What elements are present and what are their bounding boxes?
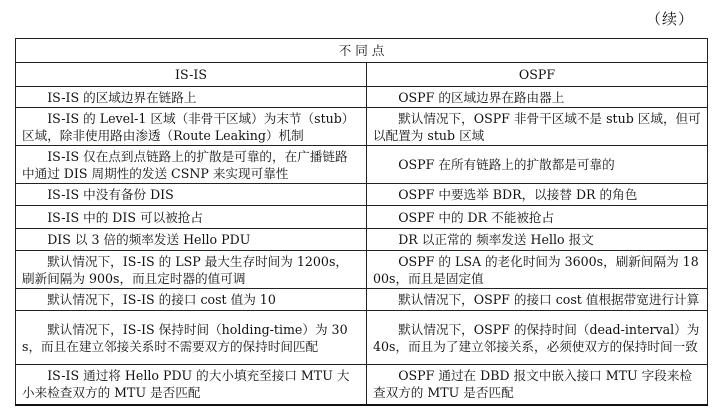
isis-cell: IS-IS 通过将 Hello PDU 的大小填充至接口 MTU 大小来检查双方的 MTU 是否匹配: [16, 365, 367, 405]
ospf-cell: OSPF 中要选举 BDR，以接替 DR 的角色: [367, 184, 708, 206]
group-header-row: [16, 39, 708, 63]
isis-cell: IS-IS 的 Level-1 区域（非骨干区域）为末节（stub）区域，除非使用路由渗透（Route Leaking）机制: [16, 108, 367, 146]
ospf-cell: DR 以正常的 频率发送 Hello 报文: [367, 229, 708, 251]
isis-cell: IS-IS 的区域边界在链路上: [16, 87, 367, 108]
isis-cell: IS-IS 仅在点到点链路上的扩散是可靠的，在广播链路中通过 DIS 周期性的发送 CSNP 来实现可靠性: [16, 146, 367, 184]
group-header: 不 同 点: [16, 39, 708, 63]
isis-cell: IS-IS 中没有备份 DIS: [16, 184, 367, 206]
isis-cell: 默认情况下，IS-IS 的 LSP 最大生存时间为 1200s，刷新间隔为 900s，而且定时器的值可调: [16, 251, 367, 289]
column-header-row: [16, 63, 708, 87]
table-row: [16, 87, 708, 108]
isis-cell: 默认情况下，IS-IS 保持时间（holding-time）为 30s，而且在建立邻接关系时不需要双方的保持时间匹配: [16, 311, 367, 365]
continued-label: （续）: [645, 10, 694, 28]
ospf-cell: OSPF 中的 DR 不能被抢占: [367, 206, 708, 229]
ospf-cell: OSPF 通过在 DBD 报文中嵌入接口 MTU 字段来检查双方的 MTU 是否匹配: [367, 365, 708, 405]
table-row: [16, 251, 708, 289]
table-row: [16, 365, 708, 405]
table-row: [16, 184, 708, 206]
ospf-cell: OSPF 在所有链路上的扩散都是可靠的: [367, 146, 708, 184]
table-row: [16, 229, 708, 251]
isis-cell: DIS 以 3 倍的频率发送 Hello PDU: [16, 229, 367, 251]
table-row: [16, 311, 708, 365]
ospf-cell: OSPF 的 LSA 的老化时间为 3600s，刷新间隔为 1800s，而且是固定值: [367, 251, 708, 289]
comparison-table: [15, 38, 708, 406]
ospf-cell: 默认情况下，OSPF 的保持时间（dead-interval）为 40s，而且为了建立邻接关系，必须使双方的保持时间一致: [367, 311, 708, 365]
table-row: [16, 289, 708, 311]
ospf-cell: 默认情况下，OSPF 非骨干区域不是 stub 区域，但可以配置为 stub 区域: [367, 108, 708, 146]
isis-cell: IS-IS 中的 DIS 可以被抢占: [16, 206, 367, 229]
table-row: [16, 108, 708, 146]
ospf-cell: OSPF 的区域边界在路由器上: [367, 87, 708, 108]
column-header-ospf: OSPF: [367, 63, 708, 87]
ospf-cell: 默认情况下，OSPF 的接口 cost 值根据带宽进行计算: [367, 289, 708, 311]
isis-cell: 默认情况下，IS-IS 的接口 cost 值为 10: [16, 289, 367, 311]
column-header-isis: IS-IS: [16, 63, 367, 87]
table-row: [16, 146, 708, 184]
table-row: [16, 206, 708, 229]
